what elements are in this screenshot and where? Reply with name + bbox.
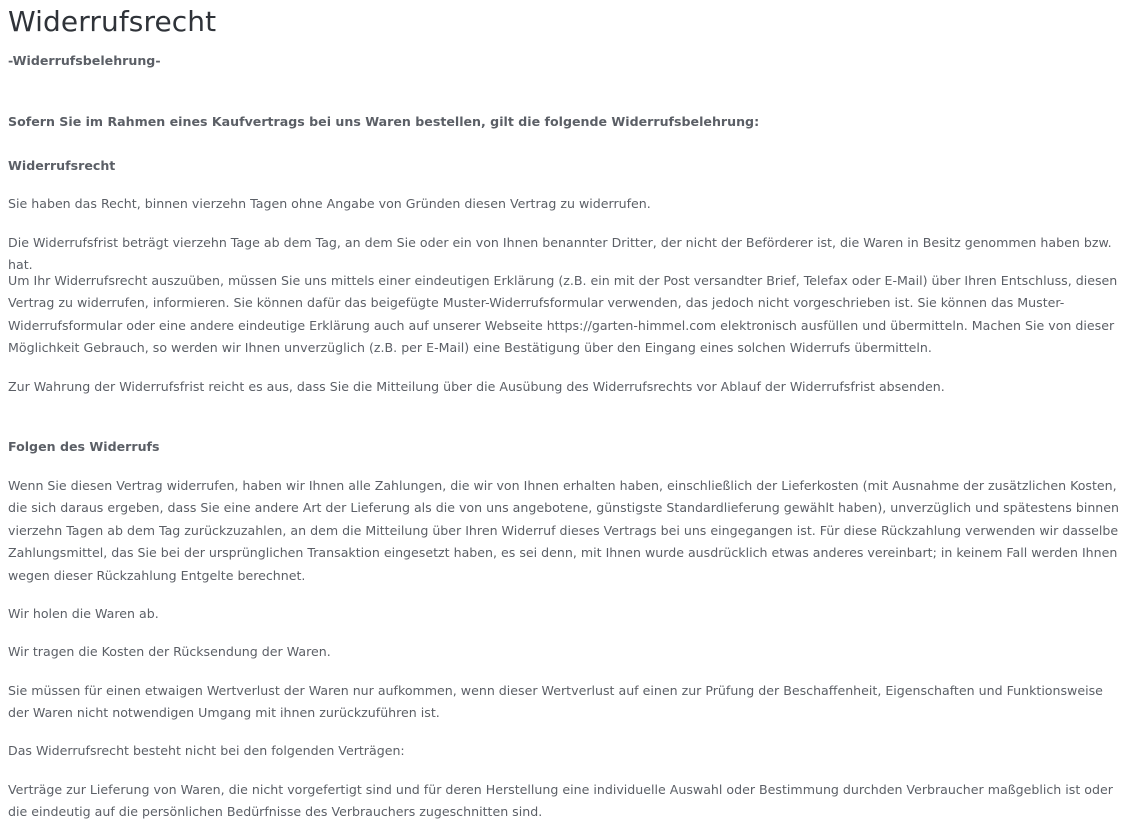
subtitle: -Widerrufsbelehrung- [8, 53, 161, 68]
paragraph-refund: Wenn Sie diesen Vertrag widerrufen, haben wir Ihnen alle Zahlungen, die wir von Ihnen erhalten haben, einschließlich der Lieferkosten (mit Ausnahme der zusätzlichen Kosten, die sich daraus ergeben, dass Sie eine andere Art der Lieferung als die von uns angebotene, günstigste Standardlieferung gewählt haben), unverzüglich und spätestens binnen vierzehn Tagen ab dem Tag zurückzuzahlen, an dem die Mitteilung über Ihren Widerruf dieses Vertrags bei uns eingegangen ist. Für diese Rückzahlung verwenden wir dasselbe Zahlungsmittel, das Sie bei der ursprünglichen Transaktion eingesetzt haben, es sei denn, mit Ihnen wurde ausdrücklich etwas anderes vereinbart; in keinem Fall werden Ihnen wegen dieser Rückzahlung Entgelte berechnet. [8, 478, 1120, 583]
section-heading-folgen: Folgen des Widerrufs [8, 439, 160, 454]
paragraph-withdrawal-period: Die Widerrufsfrist beträgt vierzehn Tage ab dem Tag, an dem Sie oder ein von Ihnen benannter Dritter, der nicht der Beförderer ist, die Waren in Besitz genommen haben bzw. hat. [8, 235, 1112, 273]
page-title: Widerrufsrecht [8, 5, 217, 38]
paragraph-right-to-withdraw: Sie haben das Recht, binnen vierzehn Tagen ohne Angabe von Gründen diesen Vertrag zu widerrufen. [8, 196, 651, 211]
paragraph-pickup: Wir holen die Waren ab. [8, 606, 159, 621]
paragraph-return-costs: Wir tragen die Kosten der Rücksendung der Waren. [8, 644, 331, 659]
intro-statement: Sofern Sie im Rahmen eines Kaufvertrags bei uns Waren bestellen, gilt die folgende Widerrufsbelehrung: [8, 114, 760, 129]
paragraph-exercise-right: Um Ihr Widerrufsrecht auszuüben, müssen Sie uns mittels einer eindeutigen Erklärung (z.B. ein mit der Post versandter Brief, Telefax oder E-Mail) über Ihren Entschluss, diesen Vertrag zu widerrufen, informieren. Sie können dafür das beigefügte Muster-Widerrufsformular verwenden, das jedoch nicht vorgeschrieben ist. Sie können das Muster-Widerrufsformular oder eine andere eindeutige Erklärung auch auf unserer Webseite https://garten-himmel.com elektronisch ausfüllen und übermitteln. Machen Sie von dieser Möglichkeit Gebrauch, so werden wir Ihnen unverzüglich (z.B. per E-Mail) eine Bestätigung über den Eingang eines solchen Widerrufs übermitteln. [8, 273, 1118, 356]
paragraph-exclusions-intro: Das Widerrufsrecht besteht nicht bei den folgenden Verträgen: [8, 743, 405, 758]
section-heading-widerrufsrecht: Widerrufsrecht [8, 158, 116, 173]
paragraph-exclusion-custom-goods: Verträge zur Lieferung von Waren, die nicht vorgefertigt sind und für deren Herstellung eine individuelle Auswahl oder Bestimmung durchden Verbraucher maßgeblich ist oder die eindeutig auf die persönlichen Bedürfnisse des Verbrauchers zugeschnitten sind. [8, 782, 1113, 820]
paragraph-deadline: Zur Wahrung der Widerrufsfrist reicht es aus, dass Sie die Mitteilung über die Ausübung des Widerrufsrechts vor Ablauf der Widerrufsfrist absenden. [8, 379, 945, 394]
paragraph-value-loss: Sie müssen für einen etwaigen Wertverlust der Waren nur aufkommen, wenn dieser Wertverlust auf einen zur Prüfung der Beschaffenheit, Eigenschaften und Funktionsweise der Waren nicht notwendigen Umgang mit ihnen zurückzuführen ist. [8, 683, 1103, 721]
